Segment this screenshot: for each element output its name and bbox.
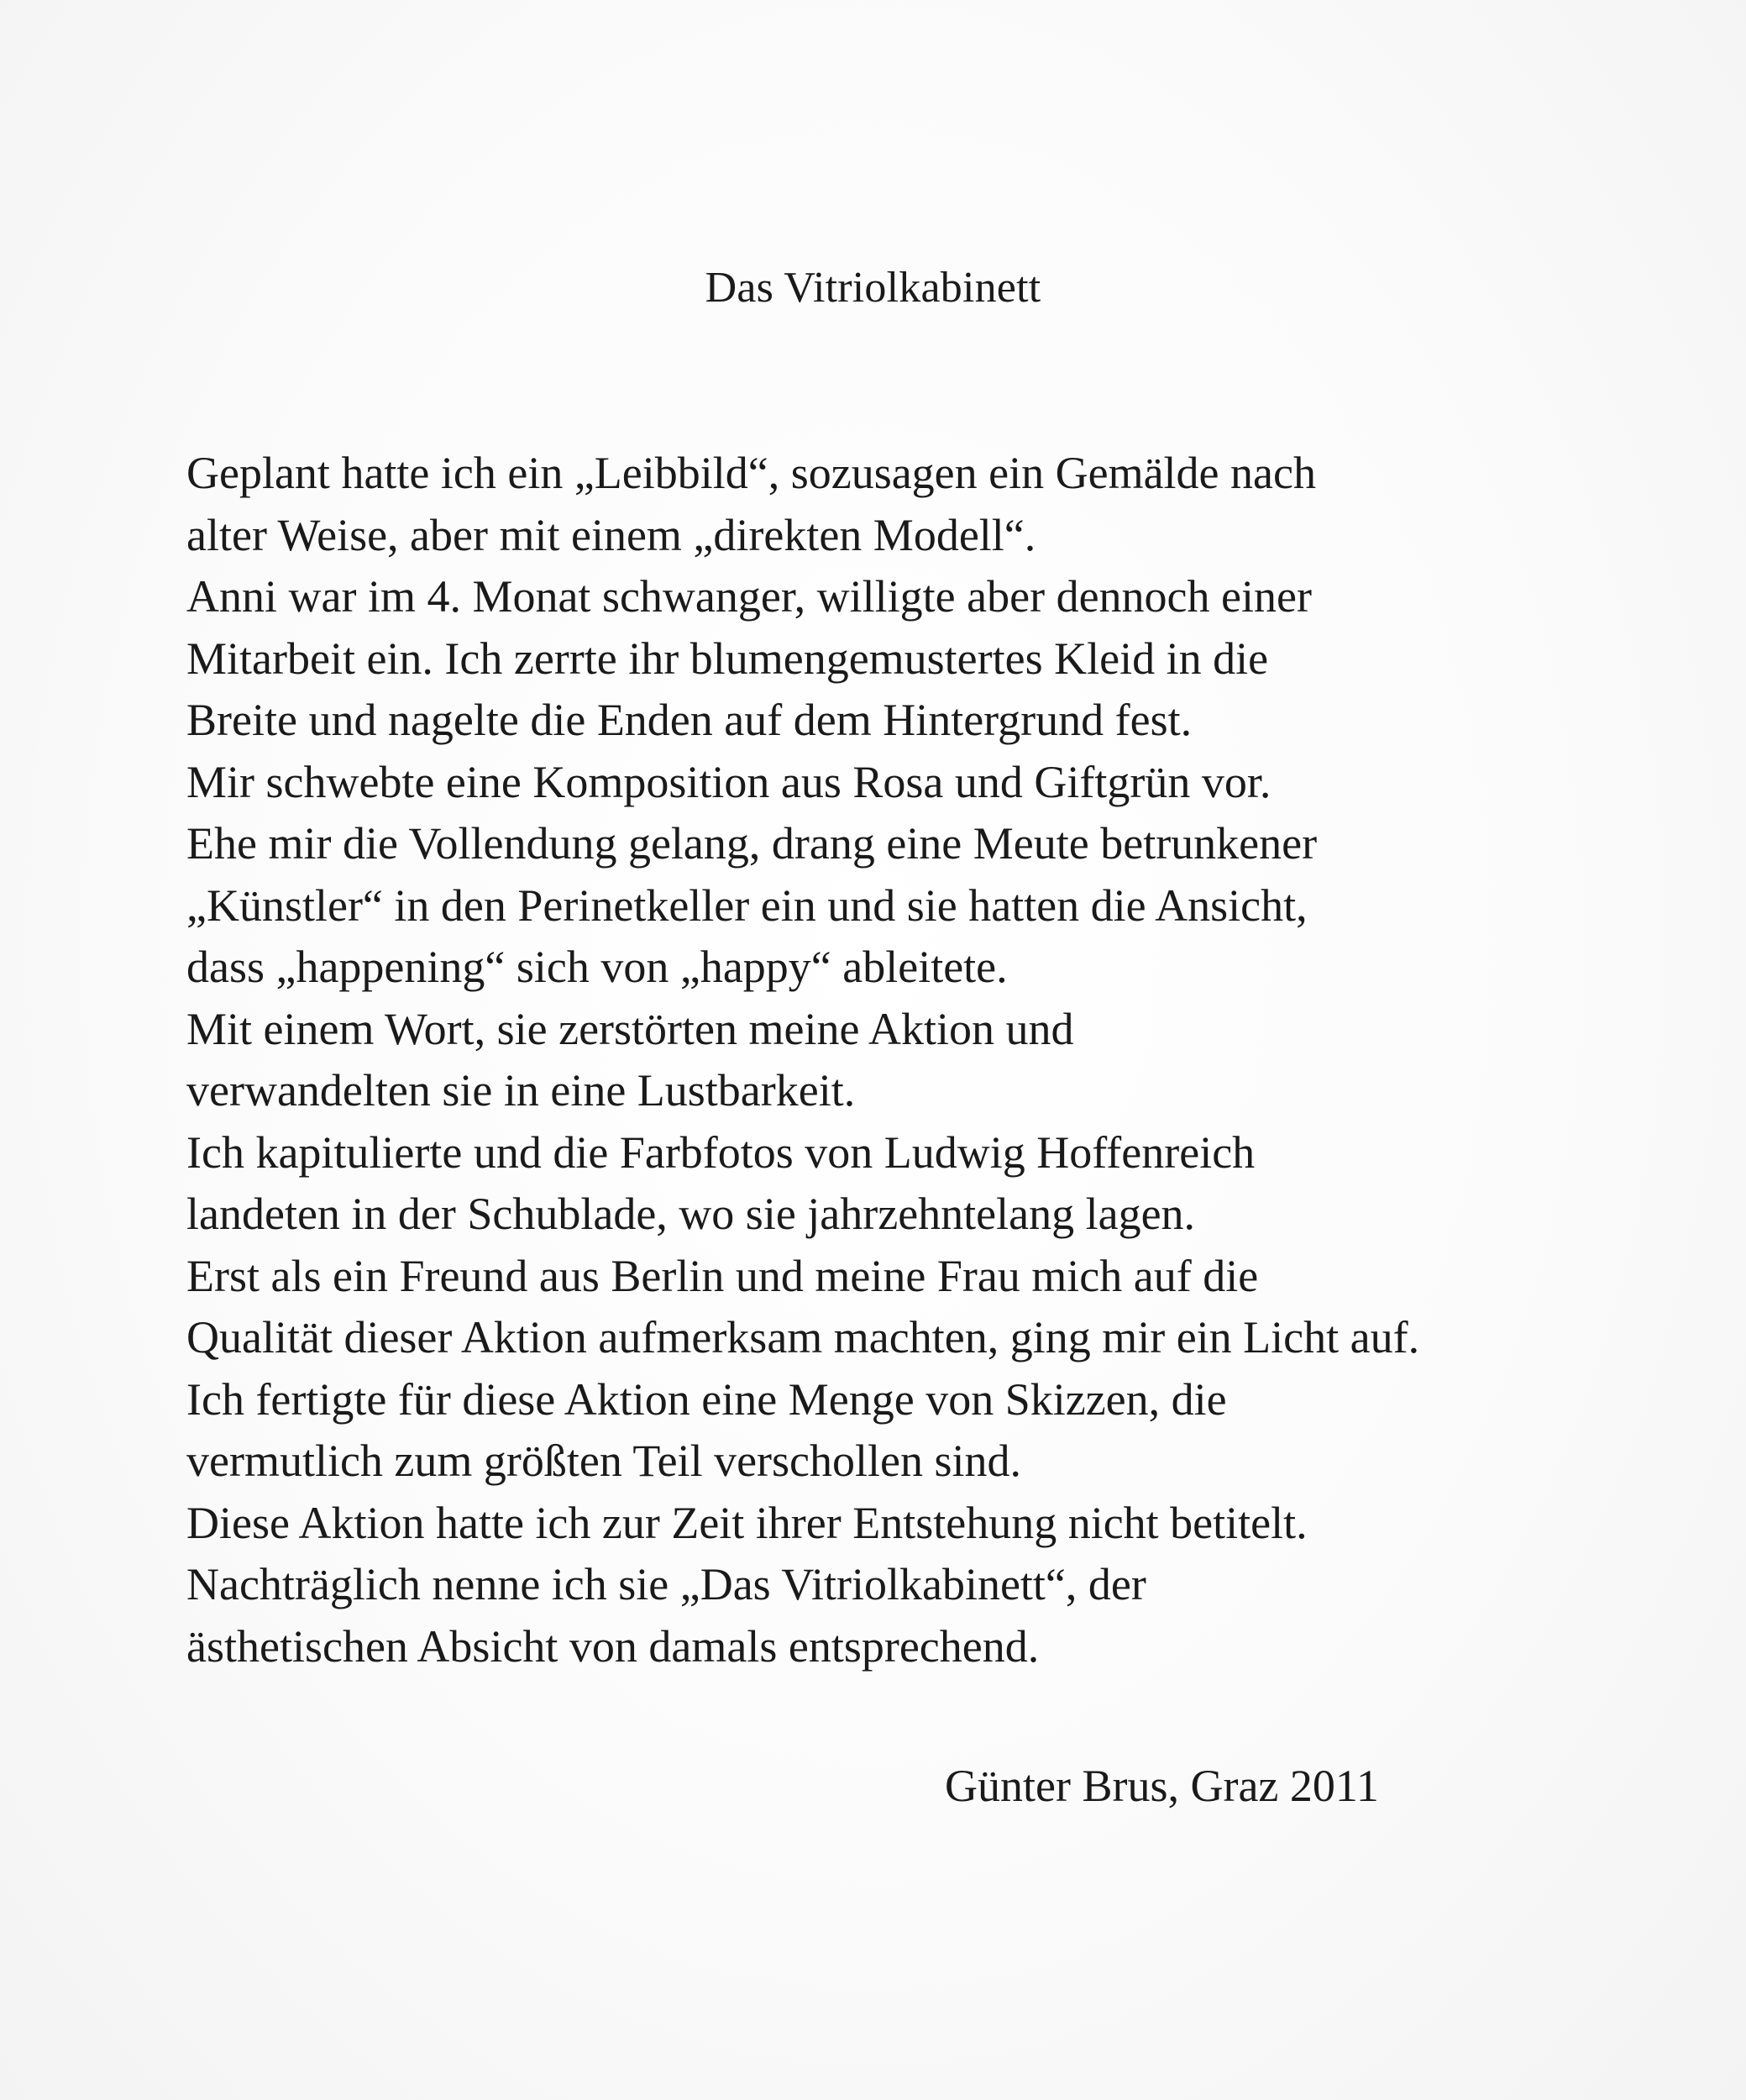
text-line: Mitarbeit ein. Ich zerrte ihr blumengemustertes Kleid in die [186, 633, 1269, 684]
text-line: dass „happening“ sich von „happy“ ableitete. [186, 942, 1008, 992]
text-line: Nachträglich nenne ich sie „Das Vitriolkabinett“, der [186, 1559, 1146, 1609]
text-line: ästhetischen Absicht von damals entsprechend. [186, 1620, 1040, 1672]
text-line: Mir schwebte eine Komposition aus Rosa und Giftgrün vor. [186, 756, 1271, 807]
text-line: Geplant hatte ich ein „Leibbild“, sozusagen ein Gemälde nach [186, 448, 1316, 498]
text-line: vermutlich zum größten Teil verschollen sind. [186, 1436, 1021, 1486]
text-line: „Künstler“ in den Perinetkeller ein und sie hatten die Ansicht, [186, 879, 1308, 931]
text-line: landeten in der Schublade, wo sie jahrzehntelang lagen. [186, 1189, 1196, 1239]
text-line: alter Weise, aber mit einem „direkten Modell“. [186, 509, 1036, 560]
text-line: Ich kapitulierte und die Farbfotos von Ludwig Hoffenreich [186, 1126, 1256, 1178]
text-line: Ehe mir die Vollendung gelang, drang eine Meute betrunkener [186, 818, 1318, 869]
text-line: Erst als ein Freund aus Berlin und meine Frau mich auf die [186, 1250, 1259, 1301]
text-line: Mit einem Wort, sie zerstörten meine Aktion und [186, 1003, 1074, 1054]
signature: Günter Brus, Graz 2011 [945, 1761, 1379, 1811]
text-line: Qualität dieser Aktion aufmerksam machten, ging mir ein Licht auf. [186, 1312, 1420, 1362]
text-line: verwandelten sie in eine Lustbarkeit. [186, 1065, 856, 1116]
document-title: Das Vitriolkabinett [705, 264, 1041, 312]
text-line: Anni war im 4. Monat schwanger, willigte aber dennoch einer [186, 571, 1312, 622]
text-line: Diese Aktion hatte ich zur Zeit ihrer Entstehung nicht betitelt. [186, 1497, 1308, 1548]
body-text [186, 443, 1698, 1677]
text-line: Ich fertigte für diese Aktion eine Menge von Skizzen, die [186, 1373, 1227, 1425]
text-line: Breite und nagelte die Enden auf dem Hintergrund fest. [186, 695, 1193, 745]
